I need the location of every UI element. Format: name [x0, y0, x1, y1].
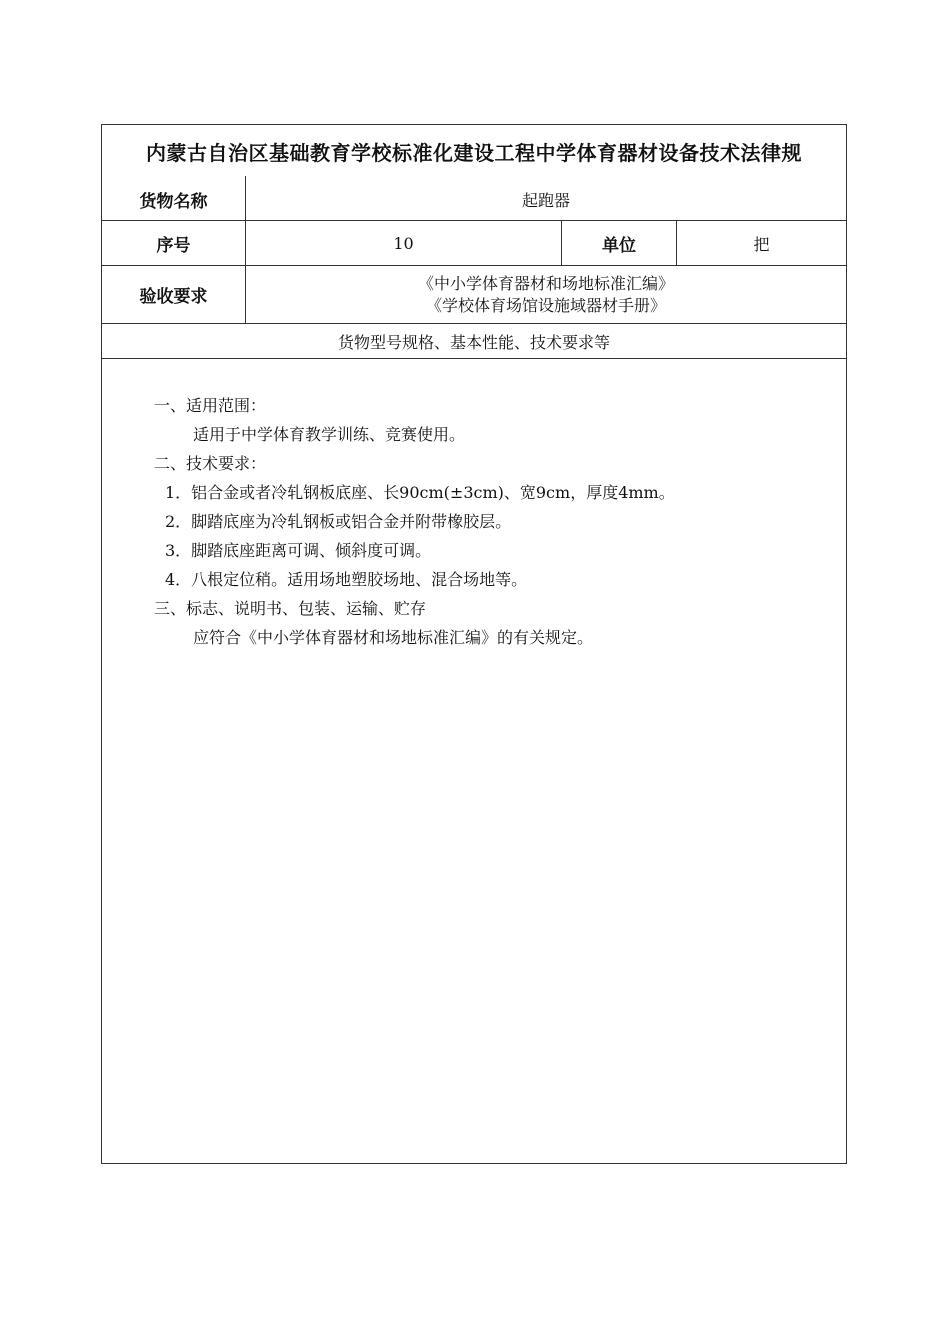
content-line: 1．铝合金或者冷轧钢板底座、长90cm(±3cm)、宽9cm，厚度4mm。	[165, 483, 675, 502]
acceptance-standards	[246, 266, 846, 323]
spec-table	[101, 124, 847, 1164]
spec-header: 货物型号规格、基本性能、技术要求等	[337, 332, 610, 352]
standard-item: 《中小学体育器材和场地标准汇编》	[417, 273, 674, 293]
section-heading: 一、适用范围：	[154, 396, 267, 415]
standard-item: 《学校体育场馆设施域器材手册》	[425, 295, 666, 315]
unit-label: 单位	[602, 235, 636, 256]
goods-name-value: 起跑器	[521, 190, 570, 210]
goods-name-row	[102, 177, 846, 221]
content-line: 2．脚踏底座为冷轧钢板或铝合金并附带橡胶层。	[165, 512, 512, 531]
section-heading: 三、标志、说明书、包装、运输、贮存	[154, 599, 427, 618]
serial-value: 10	[393, 233, 414, 253]
content-line: 3．脚踏底座距离可调、倾斜度可调。	[165, 541, 432, 560]
acceptance-row	[102, 266, 846, 324]
goods-name-label: 货物名称	[139, 191, 208, 212]
unit-value: 把	[753, 234, 770, 254]
spec-header-row	[102, 324, 846, 359]
document-title: 内蒙古自治区基础教育学校标准化建设工程中学体育器材设备技术法律规	[146, 140, 802, 165]
spec-content	[102, 359, 846, 1163]
content-line: 适用于中学体育教学训练、竞赛使用。	[193, 425, 466, 444]
section-heading: 二、技术要求：	[154, 454, 267, 473]
title-row	[102, 125, 846, 177]
acceptance-label: 验收要求	[139, 287, 208, 307]
content-line: 4．八根定位稍。适用场地塑胶场地、混合场地等。	[165, 570, 528, 589]
serial-unit-row	[102, 221, 846, 266]
serial-label: 序号	[156, 235, 191, 256]
content-line: 应符合《中小学体育器材和场地标准汇编》的有关规定。	[193, 628, 594, 647]
